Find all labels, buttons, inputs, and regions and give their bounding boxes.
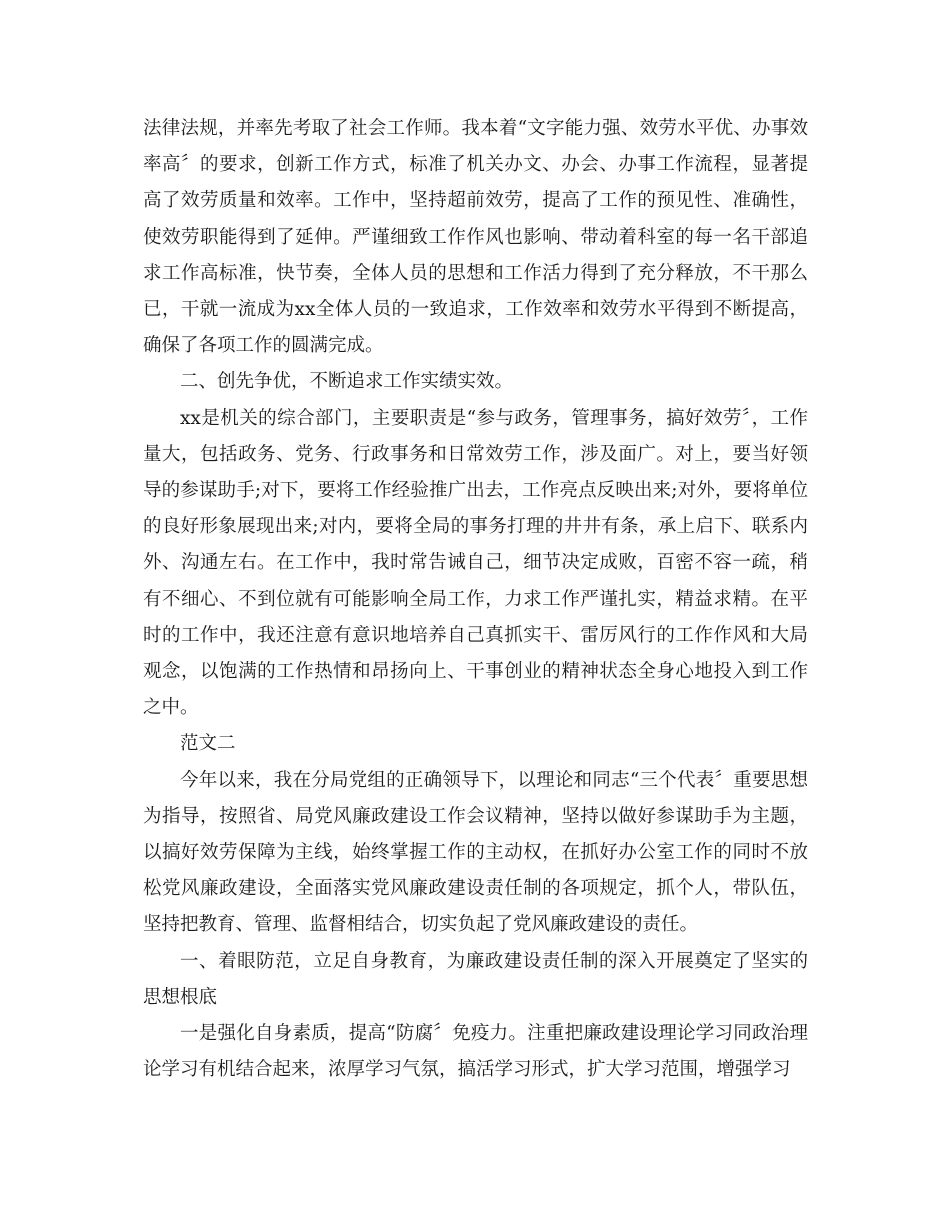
paragraph-5: 今年以来，我在分局党组的正确领导下，以理论和同志“三个代表〞重要思想为指导，按照省、局党风廉政建设工作会议精神，坚持以做好参谋助手为主题，以搞好效劳保障为主线，始终掌握工作的主动权，在抓好办公室工作的同时不放松党风廉政建设，全面落实党风廉政建设责任制的各项规定，抓个人，带队伍，坚持把教育、管理、监督相结合，切实负起了党风廉政建设的责任。 [143,769,808,936]
heading-sample-2: 范文二 [180,733,236,755]
paragraph-1: 法律法规，并率先考取了社会工作师。我本着“文字能力强、效劳水平优、办事效率高〞的要求，创新工作方式，标准了机关办文、办会、办事工作流程，显著提高了效劳质量和效率。工作中，坚持超前效劳，提高了工作的预见性、准确性，使效劳职能得到了延伸。严谨细致工作作风也影响、带动着科室的每一名干部追求工作高标准，快节奏，全体人员的思想和工作活力得到了充分释放，不干那么已，干就一流成为xx全体人员的一致追求，工作效率和效劳水平得到不断提高，确保了各项工作的圆满完成。 [143,118,808,357]
heading-section-2: 二、创先争优，不断追求工作实绩实效。 [180,371,514,393]
document-body [143,111,808,1088]
paragraph-7: 一是强化自身素质，提高“防腐〞免疫力。注重把廉政建设理论学习同政治理论学习有机结合起来，浓厚学习气氛，搞活学习形式，扩大学习范围，增强学习 [143,1023,808,1081]
heading-section-1: 一、着眼防范，立足自身教育，为廉政建设责任制的深入开展奠定了坚实的思想根底 [143,950,808,1008]
paragraph-3: xx是机关的综合部门，主要职责是“参与政务，管理事务，搞好效劳〞，工作量大，包括政务、党务、行政事务和日常效劳工作，涉及面广。对上，要当好领导的参谋助手;对下，要将工作经验推广出去，工作亮点反映出来;对外，要将单位的良好形象展现出来;对内，要将全局的事务打理的井井有条，承上启下、联系内外、沟通左右。在工作中，我时常告诫自己，细节决定成败，百密不容一疏，稍有不细心、不到位就有可能影响全局工作，力求工作严谨扎实，精益求精。在平时的工作中，我还注意有意识地培养自己真抓实干、雷厉风行的工作作风和大局观念，以饱满的工作热情和昂扬向上、干事创业的精神状态全身心地投入到工作之中。 [143,407,808,719]
